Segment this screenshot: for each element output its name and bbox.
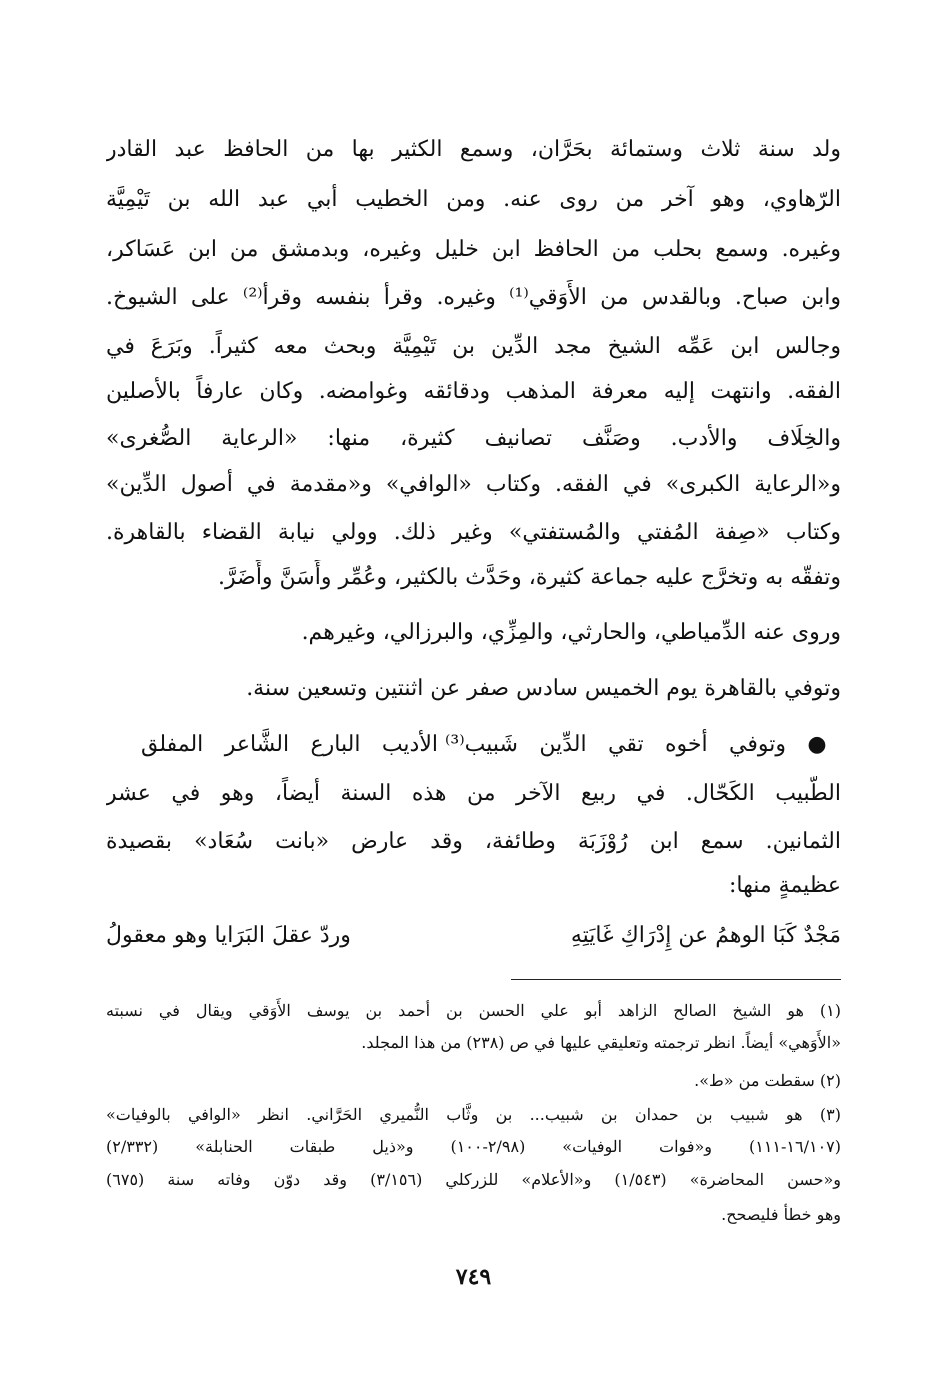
body-line-4: وابن صباح. وبالقدس من الأَوَقي⁽¹⁾ وغيره. وقرأ بنفسه وقرأ⁽²⁾ على الشيوخ. (106, 285, 841, 310)
footnote-line-3: (٢) سقطت من «ط». (694, 1071, 841, 1090)
body-line-8: و«الرعاية الكبرى» في الفقه. وكتاب «الوافي» و«مقدمة في أصول الدِّين» (106, 472, 841, 497)
body-line-2: الرّهاوي، وهو آخر من روى عنه. ومن الخطيب أبي عبد الله بن تَيْمِيَّة (106, 187, 841, 212)
footnote-line-5: (١٦/١٠٧-١١١) و«فوات الوفيات» (٢/٩٨-١٠٠) و«ذيل طبقات الحنابلة» (٢/٣٣٢) (106, 1137, 841, 1156)
body-line-7: والخِلَاف والأدب. وصَنَّف تصانيف كثيرة، منها: «الرعاية الصُّغرى» (106, 426, 841, 451)
poem-verse (106, 918, 841, 954)
body-line-14: الطَّبيب الكَحّال. في ربيع الآخر من هذه السنة أيضاً، وهو في عشر (106, 781, 841, 806)
footnote-separator (511, 979, 841, 980)
verse-second-hemistich: وردّ عقلَ البَرَايا وهو معقولُ (106, 923, 351, 948)
body-line-6: الفقه. وانتهت إليه معرفة المذهب ودقائقه وغوامضه. وكان عارفاً بالأصلين (106, 379, 841, 404)
footnote-line-6: و«حسن المحاضرة» (١/٥٤٣) و«الأعلام» للزركلي (٣/١٥٦) وقد دوّن وفاته سنة (٦٧٥) (106, 1170, 841, 1189)
body-line-12: وتوفي بالقاهرة يوم الخميس سادس صفر عن اثنتين وتسعين سنة. (246, 676, 841, 701)
body-line-15: الثمانين. سمع ابن رُوْزَبَة وطائفة، وقد عارض «بانت سُعَاد» بقصيدة (106, 829, 841, 854)
verse-first-hemistich: مَجْدٌ كَبَا الوهمُ عن إِدْرَاكِ غَايَتِهِ (570, 923, 841, 948)
footnote-line-4: (٣) هو شبيب بن حمدان بن شبيب... بن وثَّاب النُّميري الحَرَّاني. انظر «الوافي بالوفيات» (106, 1105, 841, 1124)
body-line-11: وروى عنه الدِّمياطي، والحارثي، والمِزِّي، والبرزالي، وغيرهم. (301, 620, 841, 645)
footnote-line-2: «الأَوَهي» أيضاً. انظر ترجمته وتعليقي عليها في ص (٢٣٨) من هذا المجلد. (361, 1033, 841, 1052)
body-line-16: عظيمةٍ منها: (729, 873, 841, 898)
body-line-1: ولد سنة ثلاث وستمائة بحَرَّان، وسمع الكثير بها من الحافظ عبد القادر (106, 137, 841, 162)
footnote-line-1: (١) هو الشيخ الصالح الزاهد أبو علي الحسن بن أحمد بن يوسف الأَوَقي ويقال في نسبته (106, 1001, 841, 1020)
body-line-13: ● وتوفي أخوه تقي الدِّين شَبيب⁽³⁾ الأديب البارع الشَّاعر المفلق (141, 732, 841, 757)
page-number: ٧٤٩ (455, 1264, 492, 1290)
body-line-9: وكتاب «صِفة المُفتي والمُستفتي» وغير ذلك. وولي نيابة القضاء بالقاهرة. (106, 520, 841, 545)
body-line-10: وتفقّه به وتخرَّج عليه جماعة كثيرة، وحَدَّث بالكثير، وعُمِّر وأَسَنَّ وأَضَرَّ. (218, 565, 841, 590)
body-line-3: وغيره. وسمع بحلب من الحافظ ابن خليل وغيره، وبدمشق من ابن عَسَاكر، (106, 237, 841, 262)
body-line-5: وجالس ابن عَمِّه الشيخ مجد الدِّين بن تَيْمِيَّة وبحث معه كثيراً. وبَرَعَ في (106, 334, 841, 359)
footnote-line-7: وهو خطأ فليصحح. (721, 1205, 841, 1224)
